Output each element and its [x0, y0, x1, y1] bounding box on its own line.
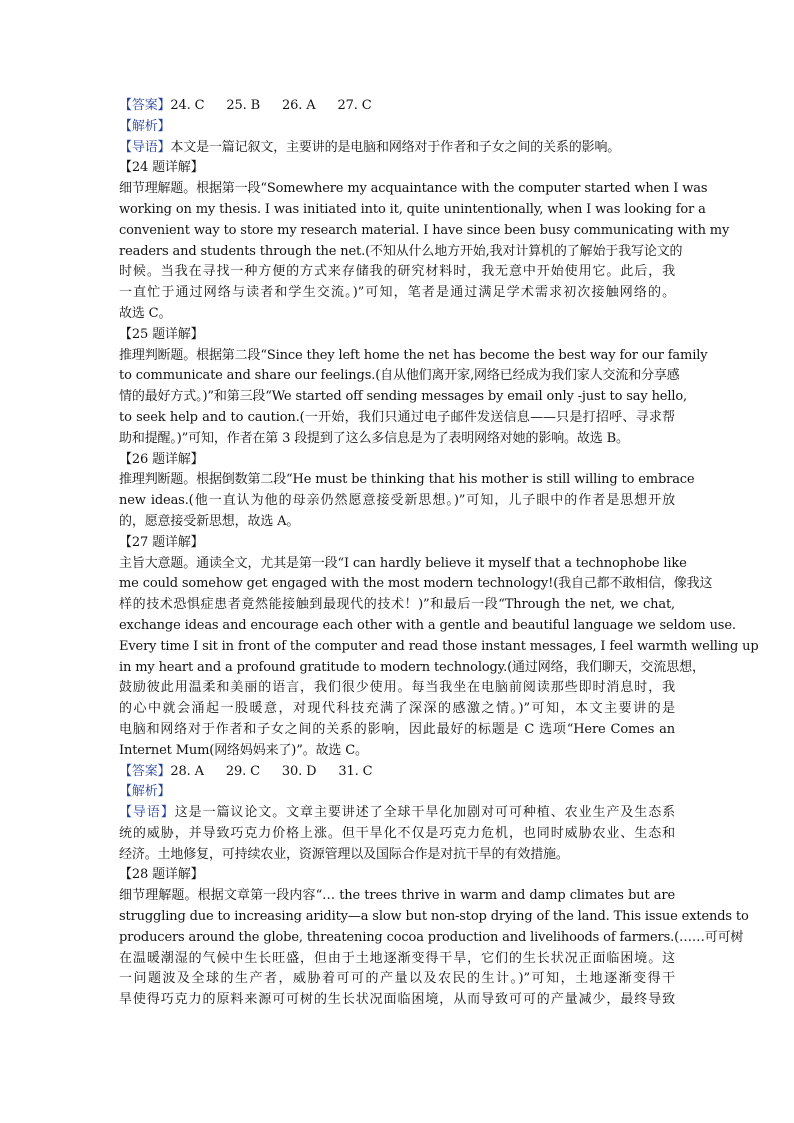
- q28-line: struggling due to increasing aridity—a slow but non-stop drying of the land. This issue extends to: [119, 909, 749, 925]
- q24-line: 细节理解题。根据第一段“Somewhere my acquaintance with the computer started when I was: [119, 181, 708, 197]
- answer-item: 25. B: [226, 98, 261, 113]
- q28-line: 旱使得巧克力的原料来源可可树的生长状况面临困境，从而导致可可的产量减少，最终导致: [119, 992, 675, 1008]
- q27-line: 电脑和网络对于作者和子女之间的关系的影响，因此最好的标题是 C 选项“Here Comes an: [119, 721, 675, 737]
- q25-line: to seek help and to caution.(一开始，我们只通过电子邮件发送信息——只是打招呼、寻求帮: [119, 409, 675, 425]
- q24-line: convenient way to store my research material. I have since been busy communicating with my: [119, 222, 730, 238]
- q26-line: 的，愿意接受新思想，故选 A。: [119, 513, 300, 529]
- answer-item: 31. C: [338, 763, 373, 779]
- answer-label: 【答案】: [119, 98, 171, 113]
- answer-item: 28. A: [170, 763, 204, 779]
- intro-label: 【导语】: [119, 805, 175, 821]
- answer-line: [119, 762, 675, 783]
- answer-label: 【答案】: [119, 763, 171, 779]
- intro-line: 统的威胁，并导致巧克力价格上涨。但干旱化不仅是巧克力危机，也同时威胁农业、生态和: [119, 825, 675, 841]
- q27-line: exchange ideas and encourage each other with a gentle and beautiful language we seldom use.: [119, 617, 736, 633]
- q28-line: 一问题波及全球的生产者，威胁着可可的产量以及农民的生计。)”可知，土地逐渐变得干: [119, 971, 675, 987]
- q26-line: 推理判断题。根据倒数第二段“He must be thinking that his mother is still willing to embrace: [119, 472, 695, 488]
- answer-item: 30. D: [281, 763, 317, 779]
- answer-line: [119, 96, 675, 117]
- analysis-heading: 【解析】: [119, 784, 171, 800]
- intro-text: 这是一篇议论文。文章主要讲述了全球干旱化加剧对可可种植、农业生产及生态系: [174, 805, 675, 821]
- q27-line: Internet Mum(网络妈妈来了)”。故选 C。: [119, 742, 368, 758]
- q24-line: 时候。当我在寻找一种方便的方式来存储我的研究材料时，我无意中开始使用它。此后，我: [119, 264, 675, 280]
- q28-line: producers around the globe, threatening cocoa production and livelihoods of farmers.(……可可树: [119, 929, 744, 945]
- q26-line: new ideas.(他一直认为他的母亲仍然愿意接受新思想。)”可知，儿子眼中的作者是思想开放: [119, 493, 675, 509]
- answer-item: 29. C: [225, 763, 260, 779]
- intro-line: 经济。土地修复，可持续农业，资源管理以及国际合作是对抗干旱的有效措施。: [119, 846, 569, 862]
- q27-line: me could somehow get engaged with the most modern technology!(我自己都不敢相信，像我这: [119, 576, 713, 592]
- q28-line: 细节理解题。根据文章第一段内容“… the trees thrive in warm and damp climates but are: [119, 888, 675, 904]
- q27-heading: 【27 题详解】: [119, 534, 204, 550]
- q24-line: working on my thesis. I was initiated into it, quite unintentionally, when I was looking for a: [119, 201, 706, 217]
- q28-heading: 【28 题详解】: [119, 867, 204, 883]
- q25-line: 推理判断题。根据第二段“Since they left home the net has become the best way for our family: [119, 347, 708, 363]
- intro-line: [119, 803, 675, 824]
- q27-line: 的心中就会涌起一股暖意，对现代科技充满了深深的感激之情。)”可知，本文主要讲的是: [119, 701, 675, 717]
- q24-line: readers and students through the net.(不知从什么地方开始,我对计算机的了解始于我写论文的: [119, 243, 683, 259]
- q25-line: 情的最好方式。)”和第三段“We started off sending messages by email only -just to say hello,: [119, 389, 688, 405]
- q26-heading: 【26 题详解】: [119, 451, 204, 467]
- q25-line: to communicate and share our feelings.(自从他们离开家,网络已经成为我们家人交流和分享感: [119, 368, 680, 384]
- intro-text: 本文是一篇记叙文，主要讲的是电脑和网络对于作者和子女之间的关系的影响。: [170, 139, 621, 155]
- q24-line: 一直忙于通过网络与读者和学生交流。)”可知，笔者是通过满足学术需求初次接触网络的。: [119, 285, 675, 301]
- answer-item: 26. A: [282, 98, 316, 113]
- answer-item: 27. C: [337, 98, 372, 113]
- analysis-heading: 【解析】: [119, 118, 171, 134]
- q25-heading: 【25 题详解】: [119, 326, 204, 342]
- q24-heading: 【24 题详解】: [119, 160, 204, 176]
- q24-line: 故选 C。: [119, 305, 172, 321]
- q28-line: 在温暖潮湿的气候中生长旺盛，但由于土地逐渐变得干旱，它们的生长状况正面临困境。这: [119, 950, 675, 966]
- answer-item: 24. C: [170, 98, 205, 113]
- q25-line: 助和提醒。)”可知，作者在第 3 段提到了这么多信息是为了表明网络对她的影响。故选 B。: [119, 430, 629, 446]
- q27-line: Every time I sit in front of the computer and read those instant messages, I feel warmth welling up: [119, 638, 759, 654]
- document-content: [119, 96, 759, 1011]
- q27-line: 样的技术恐惧症患者竟然能接触到最现代的技术！)”和最后一段“Through the net, we chat,: [119, 597, 675, 613]
- q27-line: 主旨大意题。通读全文，尤其是第一段“I can hardly believe it myself that a technophobe like: [119, 555, 687, 571]
- q27-line: 鼓励彼此用温柔和美丽的语言，我们很少使用。每当我坐在电脑前阅读那些即时消息时，我: [119, 680, 675, 696]
- intro-label: 【导语】: [119, 139, 171, 155]
- intro-line: [119, 138, 675, 159]
- q27-line: in my heart and a profound gratitude to modern technology.(通过网络，我们聊天，交流思想，: [119, 659, 705, 675]
